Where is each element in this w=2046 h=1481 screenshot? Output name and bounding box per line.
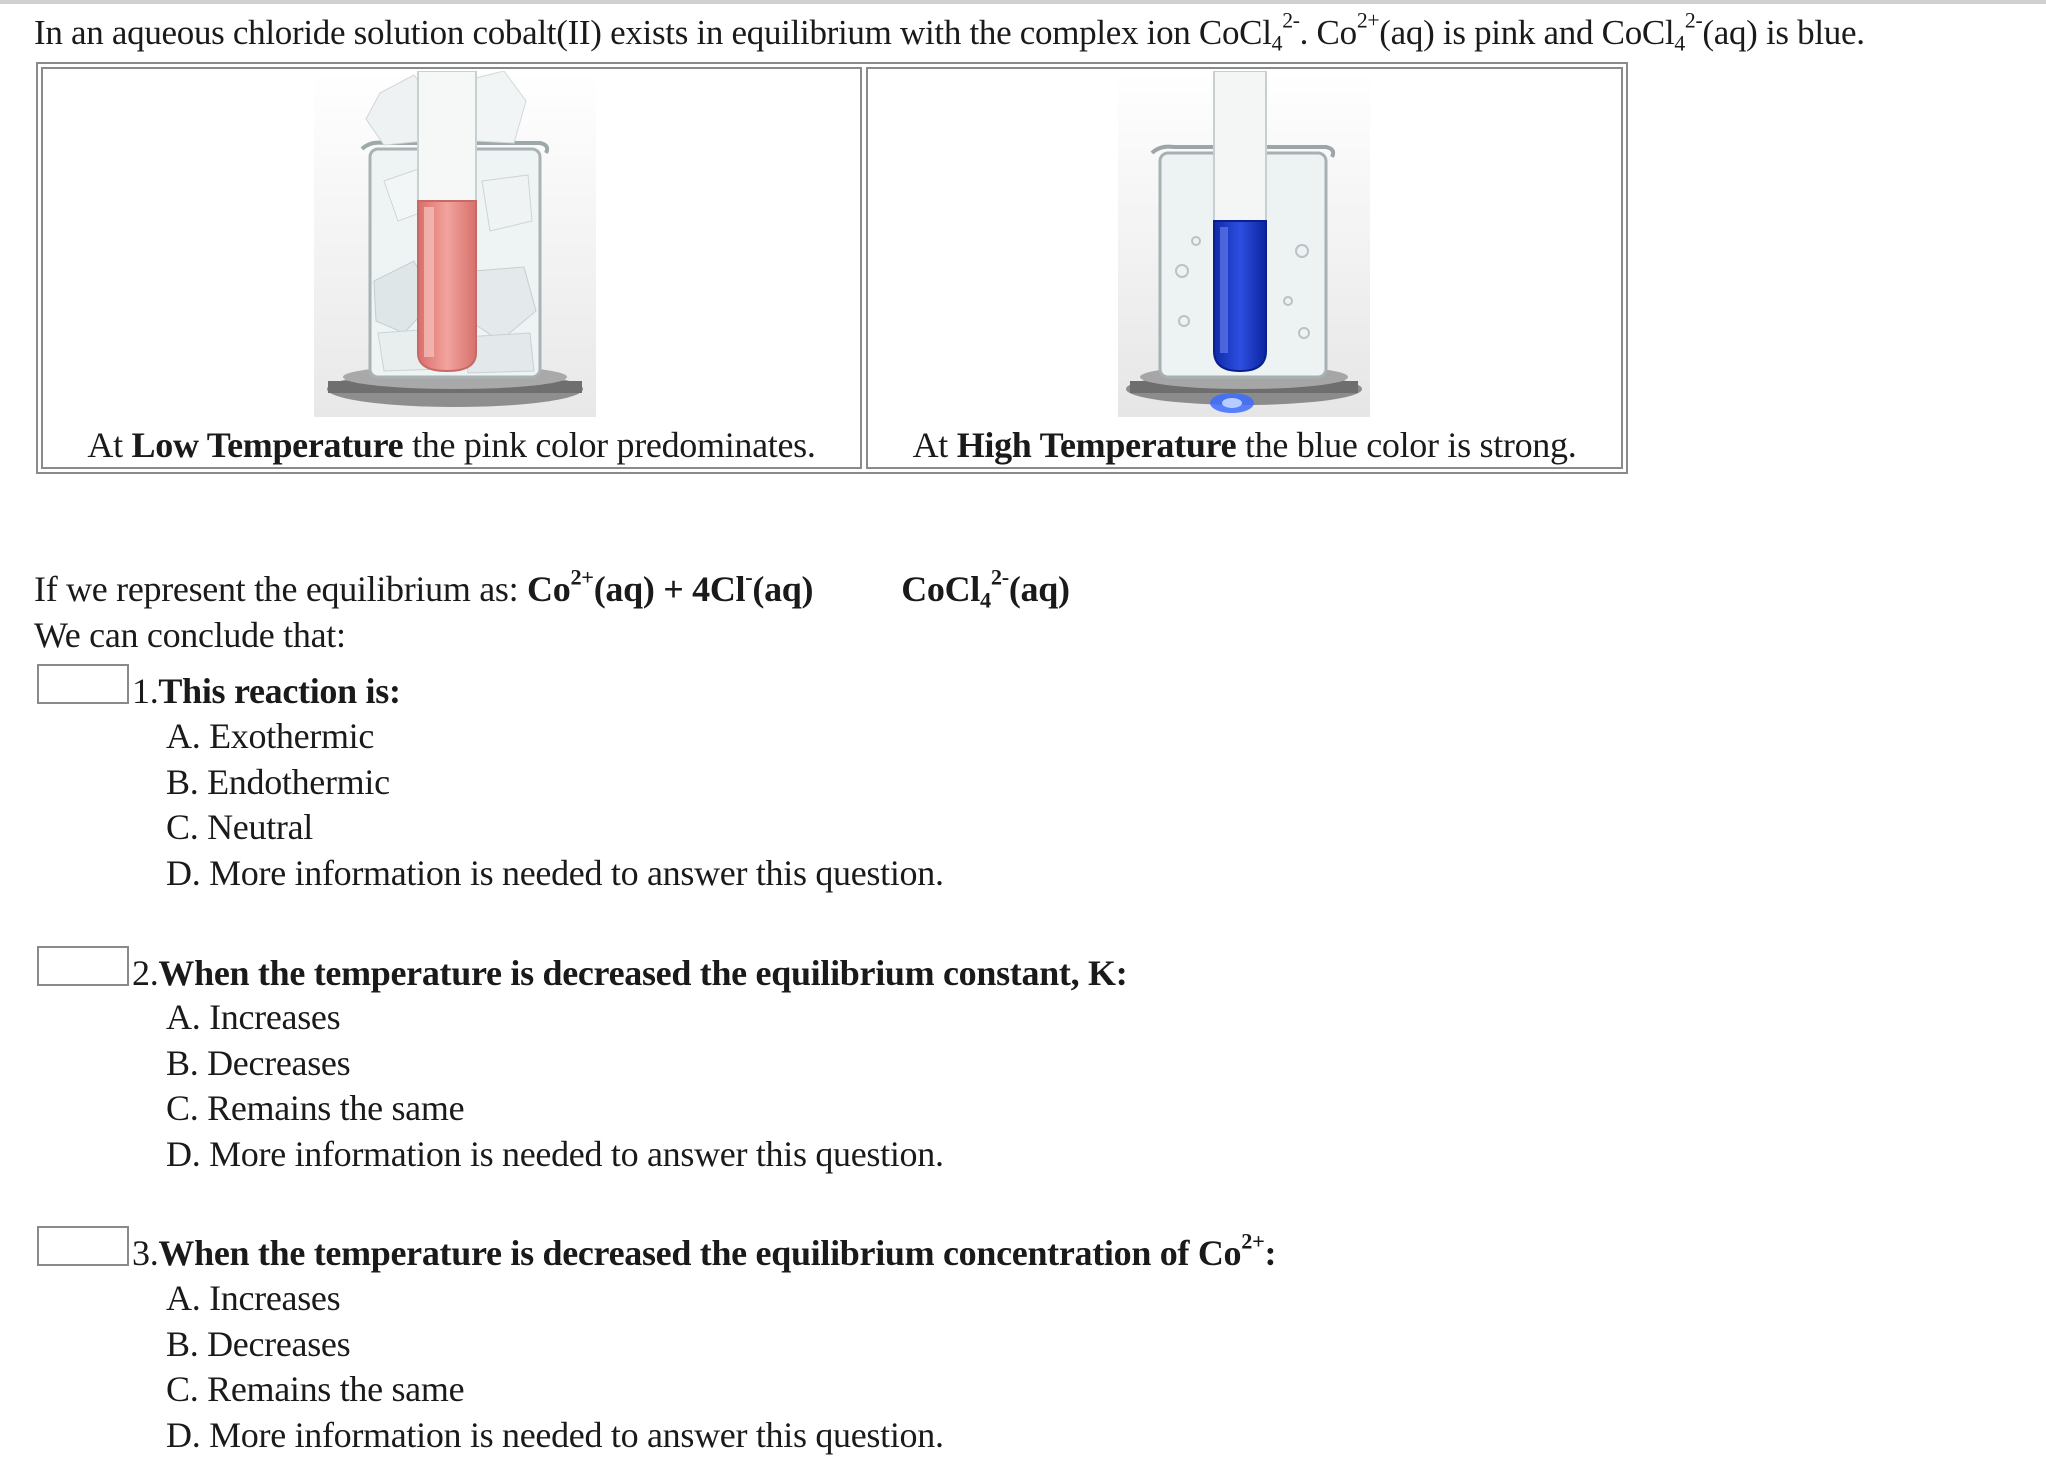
option-b: B. Decreases [166,1042,351,1083]
option-c: C. Neutral [166,807,313,847]
heated-beaker-image [1118,71,1370,417]
option-b: B. Decreases [166,1323,351,1364]
option-c: C. Remains the same [166,1088,465,1128]
answer-input-3[interactable] [37,1226,129,1266]
option-b: B. Endothermic [166,761,390,802]
question-1: 1.This reaction is: [132,671,401,711]
figure-low-temperature [41,67,862,469]
figure-high-temperature [866,67,1623,469]
answer-input-1[interactable] [37,664,129,704]
figure-table [36,62,1628,474]
ice-bath-beaker-image [314,71,596,417]
answer-input-2[interactable] [37,946,129,986]
intro-text: In an aqueous chloride solution cobalt(II) exists in equilibrium with the complex ion CoCl$_4^{2-}$. $Co^{2+}(aq)$ is pink and CoCl$_4^{2-}$(aq) is blue. [34,8,1865,56]
equilibrium-equation: If we represent the equilibrium as: $Co^{2+}(aq) + 4Cl^-(aq)$ CoCl$_4^{2-}$(aq) [34,564,1070,613]
option-d: D. More information is needed to answer this question. [166,1414,944,1455]
question-2-options [166,995,944,1177]
question-1-options [166,714,944,896]
top-divider [0,0,2046,4]
question-2: 2.When the temperature is decreased the equilibrium constant, K: [132,953,1128,993]
option-a: A. Exothermic [166,716,375,756]
products: CoCl$_4^{2-}$(aq) [901,564,1070,613]
caption-low-temperature: At Low Temperature the pink color predominates. [87,425,816,465]
option-c: C. Remains the same [166,1369,465,1409]
question-3: 3.When the temperature is decreased the equilibrium concentration of $Co^{2+}$: [132,1228,1277,1273]
option-d: D. More information is needed to answer this question. [166,1133,944,1174]
option-a: A. Increases [166,997,341,1037]
option-a: A. Increases [166,1278,341,1318]
caption-high-temperature: At High Temperature the blue color is strong. [912,425,1577,465]
reactants: $Co^{2+}(aq) + 4Cl^-(aq)$ [527,564,814,609]
option-d: D. More information is needed to answer this question. [166,852,944,893]
conclude-text: We can conclude that: [34,615,346,655]
question-3-options [166,1276,944,1458]
